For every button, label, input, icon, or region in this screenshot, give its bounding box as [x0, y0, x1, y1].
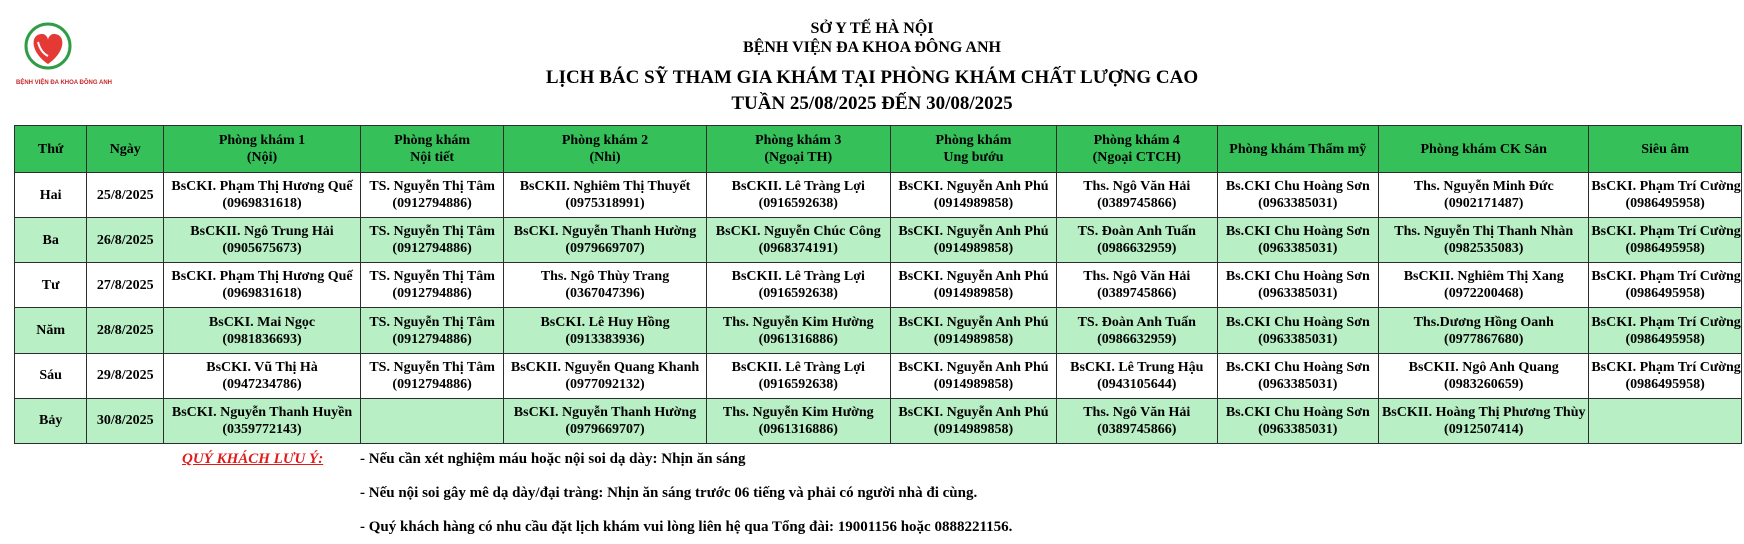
doctor-cell	[504, 398, 706, 443]
date-cell: 28/8/2025	[87, 308, 164, 353]
doctor-phone: (0963385031)	[1258, 286, 1338, 302]
doctor-cell	[890, 353, 1056, 398]
doctor-cell	[164, 308, 361, 353]
doctor-phone: (0986495958)	[1625, 241, 1705, 257]
doctor-phone: (0982535083)	[1444, 241, 1524, 257]
doctor-phone: (0981836693)	[222, 331, 302, 347]
doctor-name: BsCKI. Lê Huy Hồng	[540, 314, 670, 330]
doctor-cell	[1217, 398, 1379, 443]
doctor-cell	[1217, 218, 1379, 263]
date-cell: 25/8/2025	[87, 173, 164, 218]
doctor-name: BsCKI. Nguyễn Anh Phú	[898, 359, 1049, 375]
column-header	[890, 126, 1056, 173]
doctor-name: BsCKII. Lê Tràng Lợi	[731, 359, 865, 375]
note-item: - Nếu nội soi gây mê dạ dày/đại tràng: Nhịn ăn sáng trước 06 tiếng và phải có người nhà đi cùng.	[360, 485, 978, 501]
doctor-name: BsCKI. Phạm Thị Hương Quế	[171, 179, 353, 195]
day-cell: Ba	[15, 218, 87, 263]
doctor-cell	[1379, 218, 1589, 263]
doctor-cell	[890, 398, 1056, 443]
doctor-cell	[1589, 308, 1742, 353]
doctor-cell	[890, 173, 1056, 218]
column-header	[1379, 126, 1589, 173]
doctor-cell	[504, 353, 706, 398]
column-header	[87, 126, 164, 173]
doctor-cell	[360, 308, 504, 353]
column-header-line: Siêu âm	[1641, 141, 1690, 157]
doctor-phone: (0963385031)	[1258, 421, 1338, 437]
column-header-subline: (Ngoại TH)	[764, 150, 833, 165]
doctor-name: Ths. Nguyễn Kim Hường	[722, 404, 874, 420]
doctor-name: BsCKI. Phạm Trí Cường	[1591, 224, 1741, 240]
doctor-cell	[890, 218, 1056, 263]
doctor-cell	[706, 263, 890, 308]
doctor-name: Ths. Ngô Văn Hải	[1083, 404, 1191, 420]
table-row	[15, 353, 1742, 398]
doctor-cell	[1589, 398, 1742, 443]
column-header-line: Phòng khám 1	[218, 133, 306, 148]
column-header	[164, 126, 361, 173]
doctor-cell	[706, 398, 890, 443]
doctor-cell	[360, 263, 504, 308]
date-cell: 26/8/2025	[87, 218, 164, 263]
doctor-phone: (0963385031)	[1258, 376, 1338, 392]
column-header	[1589, 126, 1742, 173]
doctor-phone: (0963385031)	[1258, 241, 1338, 257]
column-header-subline: (Nhi)	[589, 150, 621, 165]
doctor-phone: (0916592638)	[758, 196, 838, 212]
doctor-phone: (0968374191)	[758, 241, 838, 257]
doctor-name: BsCKI. Vũ Thị Hà	[206, 359, 318, 375]
doctor-phone: (0986495958)	[1625, 286, 1705, 302]
doctor-phone: (0914989858)	[933, 196, 1014, 212]
doctor-phone: (0977092132)	[565, 376, 645, 392]
column-header-line: Phòng khám	[394, 133, 471, 148]
column-header-line: Phòng khám	[935, 133, 1012, 148]
doctor-name: BsCKI. Lê Trung Hậu	[1070, 359, 1204, 375]
doctor-name: BsCKI. Nguyễn Anh Phú	[898, 314, 1049, 330]
doctor-cell	[1379, 173, 1589, 218]
doctor-cell	[1217, 263, 1379, 308]
doctor-phone: (0389745866)	[1097, 286, 1177, 302]
doctor-phone: (0905675673)	[222, 241, 302, 257]
doctor-name: TS. Nguyễn Thị Tâm	[369, 314, 495, 330]
schedule-title: LỊCH BÁC SỸ THAM GIA KHÁM TẠI PHÒNG KHÁM CHẤT LƯỢNG CAO	[545, 67, 1199, 88]
column-header	[706, 126, 890, 173]
day-cell: Hai	[15, 173, 87, 218]
doctor-phone: (0912794886)	[392, 376, 472, 392]
day-cell: Sáu	[15, 353, 87, 398]
table-row	[15, 398, 1742, 443]
doctor-phone: (0979669707)	[565, 241, 645, 257]
doctor-phone: (0914989858)	[933, 376, 1014, 392]
doctor-cell	[504, 218, 706, 263]
doctor-phone: (0969831618)	[222, 196, 302, 212]
doctor-cell	[1057, 308, 1217, 353]
doctor-cell	[360, 173, 504, 218]
doctor-name: BsCKI. Nguyễn Anh Phú	[898, 224, 1049, 240]
doctor-name: BsCKI. Nguyễn Anh Phú	[898, 404, 1049, 420]
doctor-phone: (0975318991)	[565, 196, 645, 212]
doctor-name: BsCKI. Phạm Trí Cường	[1591, 269, 1741, 285]
doctor-phone: (0961316886)	[758, 331, 838, 347]
doctor-phone: (0367047396)	[565, 286, 645, 302]
column-header-subline: (Ngoại CTCH)	[1092, 150, 1181, 165]
doctor-phone: (0963385031)	[1258, 331, 1338, 347]
doctor-phone: (0912794886)	[392, 196, 472, 212]
doctor-name: BsCKII. Nguyễn Quang Khanh	[510, 359, 700, 375]
doctor-phone: (0916592638)	[758, 376, 838, 392]
doctor-phone: (0389745866)	[1097, 196, 1177, 212]
doctor-cell	[504, 308, 706, 353]
doctor-name: Ths. Ngô Văn Hải	[1083, 269, 1191, 285]
column-header-subline: Nội tiết	[410, 150, 455, 165]
doctor-phone: (0947234786)	[222, 376, 302, 392]
table-row	[15, 173, 1742, 218]
doctor-name: BsCKI. Nguyễn Thanh Hường	[513, 224, 697, 240]
schedule-week: TUẦN 25/08/2025 ĐẾN 30/08/2025	[731, 93, 1013, 114]
doctor-name: TS. Nguyễn Thị Tâm	[369, 359, 495, 375]
doctor-phone: (0912794886)	[392, 286, 472, 302]
doctor-name: BsCKI. Phạm Trí Cường	[1591, 179, 1741, 195]
doctor-phone: (0916592638)	[758, 286, 838, 302]
column-header	[1057, 126, 1217, 173]
doctor-phone: (0983260659)	[1444, 376, 1524, 392]
doctor-name: Ths. Nguyễn Thị Thanh Nhàn	[1394, 224, 1574, 240]
doctor-cell	[706, 308, 890, 353]
doctor-cell	[164, 218, 361, 263]
doctor-cell	[360, 218, 504, 263]
doctor-cell	[164, 173, 361, 218]
doctor-cell	[164, 263, 361, 308]
doctor-name: TS. Nguyễn Thị Tâm	[369, 224, 495, 240]
note-item: - Nếu cần xét nghiệm máu hoặc nội soi dạ dày: Nhịn ăn sáng	[360, 451, 746, 467]
doctor-cell	[1589, 263, 1742, 308]
note-item: - Quý khách hàng có nhu cầu đặt lịch khám vui lòng liên hệ qua Tổng đài: 19001156 hoặc 0888221156.	[360, 519, 1013, 535]
table-row	[15, 218, 1742, 263]
table-row	[15, 308, 1742, 353]
doctor-cell	[1057, 173, 1217, 218]
doctor-phone: (0986495958)	[1625, 331, 1705, 347]
doctor-name: BsCKI. Phạm Trí Cường	[1591, 359, 1741, 375]
column-header-line: Phòng khám 2	[561, 133, 649, 148]
doctor-name: TS. Đoàn Anh Tuấn	[1077, 224, 1196, 240]
doctor-name: Ths. Ngô Thùy Trang	[540, 269, 670, 285]
doctor-phone: (0912794886)	[392, 241, 472, 257]
doctor-cell	[706, 353, 890, 398]
doctor-phone: (0912794886)	[392, 331, 472, 347]
org-line-2: BỆNH VIỆN ĐA KHOA ĐÔNG ANH	[743, 39, 1001, 56]
doctor-cell	[1379, 353, 1589, 398]
doctor-name: BsCKII. Ngô Trung Hải	[190, 224, 334, 240]
column-header-line: Phòng khám Thẩm mỹ	[1229, 141, 1367, 157]
doctor-phone: (0359772143)	[222, 421, 302, 437]
doctor-name: BsCKI. Phạm Thị Hương Quế	[171, 269, 353, 285]
doctor-cell	[1379, 263, 1589, 308]
doctor-name: BsCKII. Ngô Anh Quang	[1408, 359, 1559, 375]
doctor-phone: (0913383936)	[565, 331, 645, 347]
org-line-1: SỞ Y TẾ HÀ NỘI	[810, 20, 934, 37]
doctor-cell	[504, 173, 706, 218]
notes-label: QUÝ KHÁCH LƯU Ý:	[182, 451, 324, 467]
doctor-cell	[706, 218, 890, 263]
doctor-cell	[1379, 398, 1589, 443]
table-header-row	[15, 126, 1742, 173]
doctor-name: Bs.CKI Chu Hoàng Sơn	[1225, 224, 1370, 240]
doctor-name: BsCKI. Nguyễn Chúc Công	[715, 224, 881, 240]
doctor-name: Bs.CKI Chu Hoàng Sơn	[1225, 404, 1370, 420]
doctor-cell	[890, 308, 1056, 353]
doctor-cell	[890, 263, 1056, 308]
doctor-name: Bs.CKI Chu Hoàng Sơn	[1225, 314, 1370, 330]
doctor-cell	[1057, 398, 1217, 443]
date-cell: 29/8/2025	[87, 353, 164, 398]
doctor-cell	[1589, 218, 1742, 263]
doctor-cell	[1057, 353, 1217, 398]
doctor-phone: (0389745866)	[1097, 421, 1177, 437]
doctor-cell	[360, 353, 504, 398]
doctor-phone: (0961316886)	[758, 421, 838, 437]
doctor-name: BsCKI. Nguyễn Thanh Huyền	[171, 404, 353, 420]
doctor-name: BsCKI. Nguyễn Anh Phú	[898, 179, 1049, 195]
doctor-name: BsCKI. Nguyễn Anh Phú	[898, 269, 1049, 285]
table-row	[15, 263, 1742, 308]
doctor-name: BsCKII. Lê Tràng Lợi	[731, 269, 865, 285]
logo-caption: BỆNH VIỆN ĐA KHOA ĐÔNG ANH	[16, 80, 113, 86]
schedule-table	[14, 125, 1742, 444]
column-header-subline: Ung bướu	[943, 150, 1004, 165]
column-header	[360, 126, 504, 173]
column-header-line: Ngày	[109, 141, 141, 157]
doctor-cell	[1217, 173, 1379, 218]
column-header	[504, 126, 706, 173]
doctor-name: Bs.CKI Chu Hoàng Sơn	[1225, 359, 1370, 375]
doctor-phone: (0986632959)	[1097, 331, 1177, 347]
doctor-name: Bs.CKI Chu Hoàng Sơn	[1225, 269, 1370, 285]
doctor-cell	[164, 353, 361, 398]
doctor-cell	[1379, 308, 1589, 353]
doctor-phone: (0977867680)	[1444, 331, 1524, 347]
doctor-cell	[360, 398, 504, 443]
doctor-cell	[1589, 173, 1742, 218]
doctor-phone: (0986495958)	[1625, 196, 1705, 212]
doctor-phone: (0914989858)	[933, 241, 1014, 257]
column-header	[15, 126, 87, 173]
doctor-cell	[1217, 353, 1379, 398]
doctor-cell	[164, 398, 361, 443]
doctor-phone: (0986632959)	[1097, 241, 1177, 257]
column-header-subline: (Nội)	[246, 150, 278, 165]
column-header-line: Phòng khám 3	[755, 133, 842, 148]
doctor-phone: (0943105644)	[1097, 376, 1177, 392]
doctor-cell	[1589, 353, 1742, 398]
doctor-name: Ths.Dương Hồng Oanh	[1413, 314, 1554, 330]
doctor-cell	[1217, 308, 1379, 353]
doctor-name: Bs.CKI Chu Hoàng Sơn	[1225, 179, 1370, 195]
doctor-name: TS. Đoàn Anh Tuấn	[1077, 314, 1196, 330]
column-header-line: Phòng khám 4	[1093, 133, 1180, 148]
date-cell: 30/8/2025	[87, 398, 164, 443]
doctor-name: TS. Nguyễn Thị Tâm	[369, 179, 495, 195]
doctor-name: TS. Nguyễn Thị Tâm	[369, 269, 495, 285]
doctor-phone: (0912507414)	[1444, 421, 1524, 437]
date-cell: 27/8/2025	[87, 263, 164, 308]
doctor-phone: (0963385031)	[1258, 196, 1338, 212]
doctor-phone: (0979669707)	[565, 421, 645, 437]
doctor-phone: (0914989858)	[933, 421, 1014, 437]
doctor-phone: (0972200468)	[1444, 286, 1524, 302]
day-cell: Bảy	[15, 398, 87, 443]
doctor-phone: (0986495958)	[1625, 376, 1705, 392]
doctor-name: Ths. Nguyễn Minh Đức	[1413, 179, 1554, 195]
doctor-cell	[1057, 218, 1217, 263]
doctor-name: BsCKII. Lê Tràng Lợi	[731, 179, 865, 195]
day-cell: Năm	[15, 308, 87, 353]
doctor-name: Ths. Nguyễn Kim Hường	[722, 314, 874, 330]
doctor-cell	[1057, 263, 1217, 308]
doctor-name: Ths. Ngô Văn Hải	[1083, 179, 1191, 195]
doctor-name: BsCKI. Nguyễn Thanh Hường	[513, 404, 697, 420]
doctor-name: BsCKI. Mai Ngọc	[208, 314, 316, 330]
doctor-phone: (0914989858)	[933, 331, 1014, 347]
doctor-cell	[504, 263, 706, 308]
doctor-name: BsCKII. Nghiêm Thị Xang	[1403, 269, 1564, 285]
day-cell: Tư	[15, 263, 87, 308]
doctor-phone: (0914989858)	[933, 286, 1014, 302]
doctor-name: BsCKII. Hoàng Thị Phương Thùy	[1381, 404, 1586, 420]
doctor-phone: (0969831618)	[222, 286, 302, 302]
doctor-phone: (0902171487)	[1444, 196, 1524, 212]
doctor-name: BsCKI. Phạm Trí Cường	[1591, 314, 1741, 330]
doctor-cell	[706, 173, 890, 218]
doctor-name: BsCKII. Nghiêm Thị Thuyết	[519, 179, 691, 195]
column-header-line: Phòng khám CK Sản	[1420, 141, 1547, 157]
column-header	[1217, 126, 1379, 173]
column-header-line: Thứ	[37, 141, 64, 157]
